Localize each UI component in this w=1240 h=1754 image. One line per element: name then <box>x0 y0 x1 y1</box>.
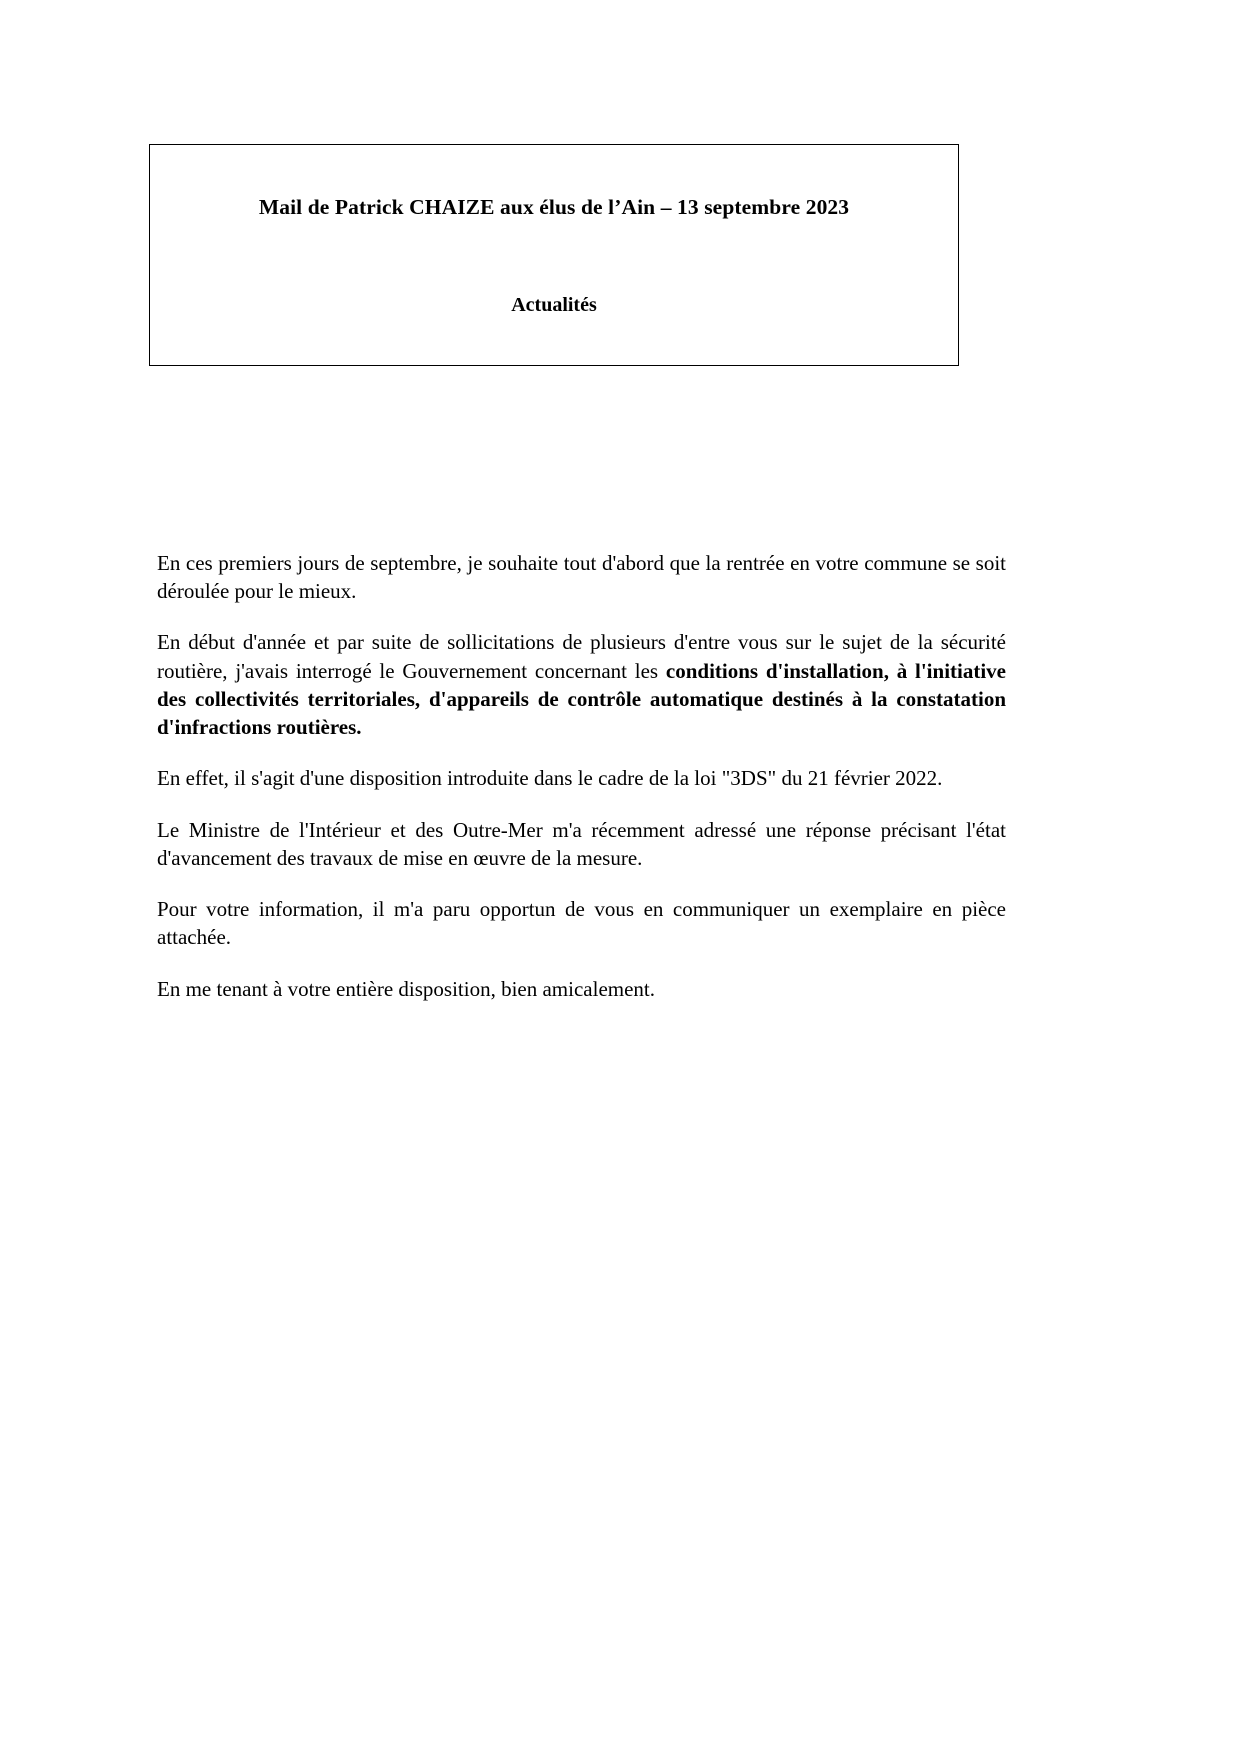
body-text-bold: conditions d'installation, à l'initiative des collectivités territoriales, d'appareils de contrôle automatique destinés à la constatation d'infractions routières. <box>157 658 1007 740</box>
page-subtitle: Actualités <box>511 294 597 316</box>
body-paragraph <box>157 764 1006 792</box>
header-title-box <box>149 144 959 366</box>
document-body <box>157 549 1006 1003</box>
body-text: Le Ministre de l'Intérieur et des Outre-Mer m'a récemment adressé une réponse précisant l'état d'avancement des travaux de mise en œuvre de la mesure. <box>157 817 1006 870</box>
body-text: En ces premiers jours de septembre, je souhaite tout d'abord que la rentrée en votre commune se soit déroulée pour le mieux. <box>157 551 1006 604</box>
body-text: En effet, il s'agit d'une disposition introduite dans le cadre de la loi "3DS" du 21 février 2022. <box>157 766 943 791</box>
body-paragraph <box>157 628 1006 741</box>
page-title: Mail de Patrick CHAIZE aux élus de l’Ain – 13 septembre 2023 <box>258 195 850 219</box>
body-paragraph <box>157 975 1006 1003</box>
body-paragraph <box>157 895 1006 951</box>
body-paragraph <box>157 816 1006 872</box>
body-text: Pour votre information, il m'a paru opportun de vous en communiquer un exemplaire en pièce attachée. <box>157 897 1006 950</box>
body-paragraph <box>157 549 1006 605</box>
body-text: En me tenant à votre entière disposition, bien amicalement. <box>157 976 656 1001</box>
body-text: En début d'année et par suite de sollicitations de plusieurs d'entre vous sur le sujet de la sécurité routière, j'avais interrogé le Gouvernement concernant les <box>157 630 1006 683</box>
